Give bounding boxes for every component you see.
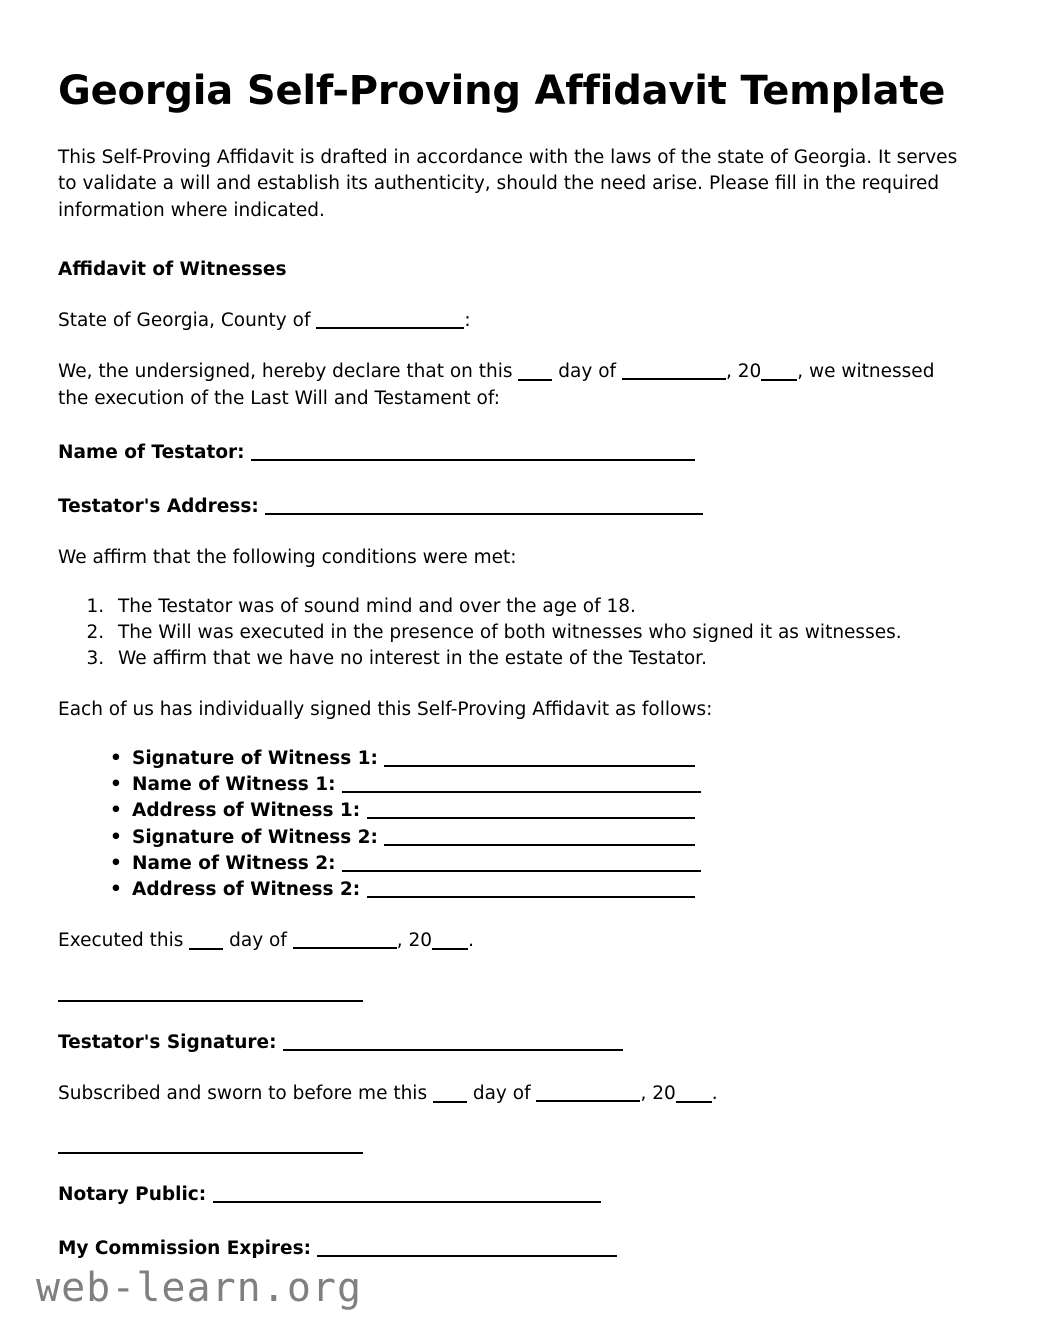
declaration-year-blank[interactable] xyxy=(761,379,797,381)
declaration-month-blank[interactable] xyxy=(622,378,726,380)
signed-intro: Each of us has individually signed this Self-Proving Affidavit as follows: xyxy=(58,699,713,721)
conditions-intro: We affirm that the following conditions were met: xyxy=(58,547,517,569)
witness-name-1-blank[interactable] xyxy=(342,791,701,793)
intro-paragraph: This Self-Proving Affidavit is drafted in accordance with the laws of the state of Georgia. It serves to validate a will and establish its authenticity, should the need arise. Please fill in the required information where indicated. xyxy=(58,147,958,221)
sworn-part2: day of xyxy=(466,1082,537,1104)
witness-name-2-label: Name of Witness 2: xyxy=(132,852,342,874)
sworn-part1: Subscribed and sworn to before me this xyxy=(58,1082,433,1104)
executed-part1: Executed this xyxy=(58,930,190,952)
witness-address-2-blank[interactable] xyxy=(367,896,695,898)
declaration-part1: We, the undersigned, hereby declare that on this xyxy=(58,361,519,383)
sworn-part4: . xyxy=(711,1082,718,1104)
list-item: 2. The Will was executed in the presence of both witnesses who signed it as witnesses. xyxy=(110,620,970,646)
testator-signature-blank[interactable] xyxy=(283,1049,623,1051)
witness-address-2-label: Address of Witness 2: xyxy=(132,879,367,901)
witness-fields-list xyxy=(58,746,970,904)
declaration-day-blank[interactable] xyxy=(518,379,552,381)
list-item xyxy=(110,798,970,824)
site-watermark: web-learn.org xyxy=(36,1265,363,1311)
witness-name-1-label: Name of Witness 1: xyxy=(132,773,342,795)
testator-name-label: Name of Testator: xyxy=(58,441,251,463)
witness-signature-2-label: Signature of Witness 2: xyxy=(132,826,385,848)
notary-public-label: Notary Public: xyxy=(58,1184,213,1206)
commission-expires-field xyxy=(58,1236,970,1262)
testator-signature-rule[interactable] xyxy=(58,1000,363,1002)
commission-expires-blank[interactable] xyxy=(317,1255,617,1257)
testator-name-field xyxy=(58,440,970,466)
sworn-month-blank[interactable] xyxy=(536,1100,640,1102)
testator-address-field xyxy=(58,494,970,520)
list-item: 3. We affirm that we have no interest in the estate of the Testator. xyxy=(110,646,970,672)
executed-line xyxy=(58,928,970,954)
witness-signature-1-blank[interactable] xyxy=(384,765,695,767)
declaration-part4: , we witnessed the execution of the Last Will and Testament of: xyxy=(58,361,935,409)
notary-public-field xyxy=(58,1182,970,1208)
witness-signature-2-blank[interactable] xyxy=(384,844,695,846)
list-item xyxy=(110,825,970,851)
executed-day-blank[interactable] xyxy=(189,948,223,950)
witness-name-2-blank[interactable] xyxy=(342,870,701,872)
testator-signature-label: Testator's Signature: xyxy=(58,1031,283,1053)
executed-month-blank[interactable] xyxy=(293,947,397,949)
sworn-line xyxy=(58,1081,970,1107)
state-county-line xyxy=(58,308,970,334)
testator-address-label: Testator's Address: xyxy=(58,496,266,518)
declaration-part2: day of xyxy=(552,361,622,383)
list-item xyxy=(110,746,970,772)
list-item: 1. The Testator was of sound mind and over the age of 18. xyxy=(110,594,970,620)
list-item xyxy=(110,851,970,877)
commission-expires-label: My Commission Expires: xyxy=(58,1238,318,1260)
sworn-day-blank[interactable] xyxy=(433,1101,467,1103)
executed-part3: , 20 xyxy=(396,930,433,952)
testator-name-blank[interactable] xyxy=(251,459,695,461)
notary-signature-rule[interactable] xyxy=(58,1152,363,1154)
sworn-year-blank[interactable] xyxy=(676,1101,712,1103)
witness-signature-1-label: Signature of Witness 1: xyxy=(132,747,385,769)
testator-signature-field xyxy=(58,1030,970,1056)
testator-address-blank[interactable] xyxy=(265,513,703,515)
page-title: Georgia Self-Proving Affidavit Template xyxy=(58,68,946,114)
county-blank[interactable] xyxy=(316,327,464,329)
state-county-prefix: State of Georgia, County of xyxy=(58,310,317,332)
sworn-part3: , 20 xyxy=(640,1082,676,1104)
list-item xyxy=(110,877,970,903)
executed-year-blank[interactable] xyxy=(432,948,468,950)
list-item xyxy=(110,772,970,798)
state-county-suffix: : xyxy=(464,310,471,332)
executed-part2: day of xyxy=(223,930,293,952)
declaration-part3: , 20 xyxy=(725,361,762,383)
witness-address-1-label: Address of Witness 1: xyxy=(132,800,367,822)
conditions-list xyxy=(58,594,970,673)
declaration-paragraph xyxy=(58,359,970,412)
executed-part4: . xyxy=(468,930,474,952)
witness-address-1-blank[interactable] xyxy=(367,817,695,819)
notary-public-blank[interactable] xyxy=(213,1201,601,1203)
section-heading-affidavit-of-witnesses: Affidavit of Witnesses xyxy=(58,258,287,280)
